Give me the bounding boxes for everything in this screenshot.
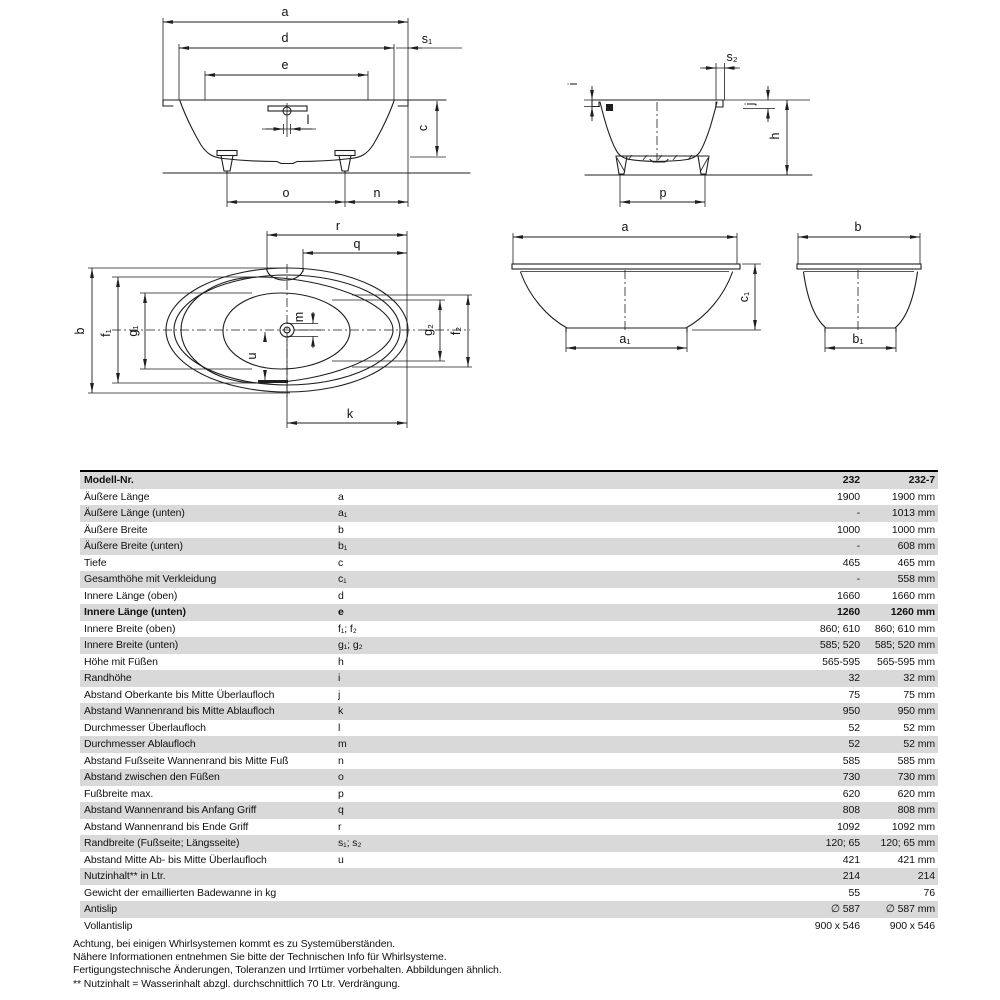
table-row: [80, 835, 938, 852]
dim-label-b1: b₁: [852, 332, 864, 346]
spec-symbol: p: [338, 787, 344, 800]
spec-label: Gesamthöhe mit Verkleidung: [84, 573, 217, 585]
spec-symbol: [338, 885, 710, 902]
dim-label-b: b: [854, 220, 862, 234]
model-232-header: 232: [842, 474, 860, 486]
spec-symbol: b₁: [338, 540, 348, 552]
dim-label-g2: g₂: [421, 324, 435, 336]
dim-label-a: a: [281, 5, 289, 19]
spec-value-232: 860; 610: [819, 622, 860, 635]
spec-symbol: [338, 868, 710, 885]
table-row: [80, 736, 938, 753]
spec-label: Nutzinhalt** in Ltr.: [84, 870, 166, 882]
table-row: [80, 654, 938, 671]
table-row: [80, 505, 938, 522]
spec-value-232-7: 465 mm: [897, 556, 935, 569]
table-row: [80, 522, 938, 539]
table-row: [80, 621, 938, 638]
spec-value-232-7: 32 mm: [903, 672, 935, 684]
spec-label: Durchmesser Überlaufloch: [84, 721, 206, 734]
footnote-line: Achtung, bei einigen Whirlsystemen kommt es zu Systemüberständen.: [73, 938, 396, 950]
spec-value-232: 214: [842, 870, 860, 882]
table-row: [80, 637, 938, 654]
spec-symbol: g₁; g₂: [338, 639, 363, 651]
spec-symbol: o: [338, 771, 344, 783]
table-row: [80, 555, 938, 572]
dim-label-k: k: [346, 407, 354, 421]
spec-value-232-7: 214: [917, 870, 935, 882]
spec-symbol: m: [338, 738, 347, 750]
table-row: [80, 670, 938, 687]
table-row: [80, 489, 938, 506]
spec-value-232: 120; 65: [825, 837, 860, 849]
dim-label-c: c: [416, 124, 430, 132]
spec-value-232-7: 1092 mm: [891, 820, 935, 833]
spec-symbol: j: [338, 688, 341, 701]
dim-label-r: r: [335, 219, 341, 233]
table-row: [80, 604, 938, 621]
spec-value-232: 730: [842, 771, 860, 783]
spec-value-232: 1900: [837, 490, 860, 503]
table-row: [80, 687, 938, 704]
spec-value-232-7: 565-595 mm: [877, 655, 935, 668]
spec-value-232: 950: [842, 705, 860, 717]
footnote-line: Fertigungstechnische Änderungen, Toleranzen und Irrtümer vorbehalten. Abbildungen ähnlich.: [73, 964, 502, 977]
dim-label-i: i: [566, 82, 580, 86]
spec-value-232-7: 75 mm: [903, 688, 935, 701]
dim-label-u: u: [245, 352, 259, 360]
table-row: [80, 720, 938, 737]
spec-symbol: b: [338, 523, 344, 536]
spec-symbol: f₁; f₂: [338, 622, 357, 635]
table-row: [80, 538, 938, 555]
spec-value-232: -: [856, 573, 860, 585]
dim-label-o: o: [282, 186, 290, 200]
spec-symbol: i: [338, 672, 341, 684]
spec-label: Äußere Breite (unten): [84, 540, 183, 552]
spec-value-232-7: 1013 mm: [891, 507, 935, 519]
spec-value-232-7: 900 x 546: [889, 919, 935, 932]
symbol-column-header: [338, 472, 710, 489]
spec-value-232: 585; 520: [819, 639, 860, 651]
spec-symbol: q: [338, 804, 344, 816]
dim-label-l: l: [306, 113, 310, 127]
spec-value-232-7: 1260 mm: [890, 606, 935, 618]
spec-symbol: u: [338, 853, 344, 866]
spec-value-232-7: 76: [923, 886, 935, 899]
spec-label: Abstand Mitte Ab- bis Mitte Überlaufloch: [84, 853, 267, 866]
spec-value-232: 808: [842, 804, 860, 816]
dim-label-j: j: [743, 102, 757, 106]
spec-value-232-7: 860; 610 mm: [874, 622, 935, 635]
spec-label: Abstand Oberkante bis Mitte Überlaufloch: [84, 688, 275, 701]
spec-symbol: a₁: [338, 507, 348, 519]
spec-label: Randbreite (Fußseite; Längsseite): [84, 837, 240, 849]
spec-value-232: 465: [842, 556, 860, 569]
spec-label: Fußbreite max.: [84, 787, 154, 800]
spec-symbol: d: [338, 589, 344, 602]
table-header-row: [80, 472, 938, 489]
spec-label: Gewicht der emaillierten Badewanne in kg: [84, 886, 277, 899]
dim-label-f2: f₂: [449, 326, 463, 336]
spec-symbol: e: [338, 606, 344, 618]
spec-value-232: -: [856, 540, 860, 552]
table-row: [80, 918, 938, 935]
table-row: [80, 852, 938, 869]
spec-value-232: 900 x 546: [814, 919, 860, 932]
table-row: [80, 802, 938, 819]
spec-value-232: ∅ 587: [830, 903, 860, 915]
spec-value-232: 565-595: [822, 655, 860, 668]
dim-label-g1: g₁: [126, 325, 140, 337]
table-row: [80, 753, 938, 770]
drawing-end-elevation: [797, 220, 921, 352]
spec-label: Abstand Wannenrand bis Ende Griff: [84, 820, 249, 833]
spec-value-232-7: 120; 65 mm: [880, 837, 935, 849]
spec-value-232-7: 1900 mm: [891, 490, 935, 503]
spec-label: Höhe mit Füßen: [84, 655, 158, 668]
spec-value-232: 52: [848, 721, 860, 734]
spec-value-232: 55: [848, 886, 860, 899]
footnotes: [73, 938, 502, 991]
spec-value-232-7: ∅ 587 mm: [885, 903, 935, 915]
spec-value-232: 75: [848, 688, 860, 701]
spec-label: Antislip: [84, 903, 118, 915]
spec-symbol: k: [338, 705, 344, 717]
spec-value-232-7: 558 mm: [897, 573, 935, 585]
model-number-label: Modell-Nr.: [84, 474, 134, 486]
table-row: [80, 786, 938, 803]
spec-label: Äußere Länge (unten): [84, 507, 185, 519]
spec-value-232: -: [856, 507, 860, 519]
spec-label: Äußere Breite: [84, 523, 148, 536]
spec-value-232: 1260: [837, 606, 860, 618]
spec-value-232: 421: [842, 853, 860, 866]
spec-label: Abstand zwischen den Füßen: [84, 771, 220, 783]
spec-label: Randhöhe: [84, 672, 132, 684]
spec-value-232: 1660: [837, 589, 860, 602]
dim-label-m: m: [292, 311, 306, 323]
spec-value-232-7: 585 mm: [897, 754, 935, 767]
spec-symbol: [338, 918, 710, 935]
spec-symbol: s₁; s₂: [338, 837, 362, 849]
dim-label-s1: s₁: [421, 32, 433, 46]
spec-label: Innere Länge (oben): [84, 589, 178, 602]
spec-symbol: [338, 901, 710, 918]
spec-value-232: 1000: [837, 523, 860, 536]
spec-symbol: a: [338, 490, 344, 503]
spec-table: [80, 470, 938, 934]
spec-value-232-7: 620 mm: [897, 787, 935, 800]
table-row: [80, 571, 938, 588]
spec-label: Innere Breite (unten): [84, 639, 179, 651]
spec-symbol: n: [338, 754, 344, 767]
spec-label: Vollantislip: [84, 919, 133, 932]
table-row: [80, 819, 938, 836]
technical-drawings: [0, 0, 1000, 462]
spec-value-232-7: 950 mm: [897, 705, 935, 717]
model-232-7-header: 232-7: [908, 474, 935, 486]
spec-value-232-7: 52 mm: [903, 738, 935, 750]
drawing-front-elevation: [512, 220, 761, 352]
dim-label-n: n: [373, 186, 381, 200]
spec-symbol: r: [338, 820, 342, 833]
dim-label-s2: s₂: [726, 50, 738, 64]
spec-value-232: 585: [842, 754, 860, 767]
spec-value-232-7: 808 mm: [897, 804, 935, 816]
spec-value-232-7: 730 mm: [897, 771, 935, 783]
spec-value-232-7: 421 mm: [897, 853, 935, 866]
dim-label-a1: a₁: [619, 332, 631, 346]
spec-value-232: 32: [848, 672, 860, 684]
dim-label-a: a: [621, 220, 629, 234]
spec-value-232: 52: [848, 738, 860, 750]
spec-symbol: c₁: [338, 573, 347, 585]
spec-value-232-7: 1000 mm: [891, 523, 935, 536]
dim-label-b: b: [73, 327, 87, 335]
dim-label-q: q: [353, 237, 361, 251]
table-row: [80, 885, 938, 902]
spec-symbol: c: [338, 556, 344, 569]
drawing-plan-view: [73, 219, 472, 428]
drawing-side-view: [163, 5, 470, 207]
spec-value-232-7: 608 mm: [897, 540, 935, 552]
dim-label-c1: c₁: [737, 291, 751, 303]
table-row: [80, 588, 938, 605]
spec-label: Durchmesser Ablaufloch: [84, 738, 196, 750]
table-row: [80, 868, 938, 885]
table-row: [80, 901, 938, 918]
table-row: [80, 703, 938, 720]
spec-label: Abstand Wannenrand bis Anfang Griff: [84, 804, 257, 816]
dim-label-d: d: [281, 31, 289, 45]
spec-label: Abstand Fußseite Wannenrand bis Mitte Fuß: [84, 754, 289, 767]
drawing-end-view: [566, 50, 812, 207]
spec-value-232: 1092: [837, 820, 860, 833]
spec-label: Äußere Länge: [84, 490, 150, 503]
spec-value-232: 620: [842, 787, 860, 800]
spec-symbol: l: [338, 721, 341, 734]
dim-label-f1: f₁: [99, 329, 113, 337]
spec-label: Innere Breite (oben): [84, 622, 176, 635]
spec-value-232-7: 585; 520 mm: [874, 639, 935, 651]
dim-label-p: p: [659, 186, 667, 200]
dim-label-h: h: [768, 132, 782, 140]
spec-value-232-7: 52 mm: [903, 721, 935, 734]
spec-label: Innere Länge (unten): [84, 606, 186, 618]
spec-label: Tiefe: [84, 556, 107, 569]
dim-label-e: e: [281, 58, 289, 72]
table-row: [80, 769, 938, 786]
footnote-line: ** Nutzinhalt = Wasserinhalt abzgl. durchschnittlich 70 Ltr. Verdrängung.: [73, 977, 401, 990]
spec-symbol: h: [338, 655, 344, 668]
footnote-line: Nähere Informationen entnehmen Sie bitte der Technischen Info für Whirlsysteme.: [73, 951, 447, 964]
spec-label: Abstand Wannenrand bis Mitte Ablaufloch: [84, 705, 275, 717]
spec-value-232-7: 1660 mm: [891, 589, 935, 602]
